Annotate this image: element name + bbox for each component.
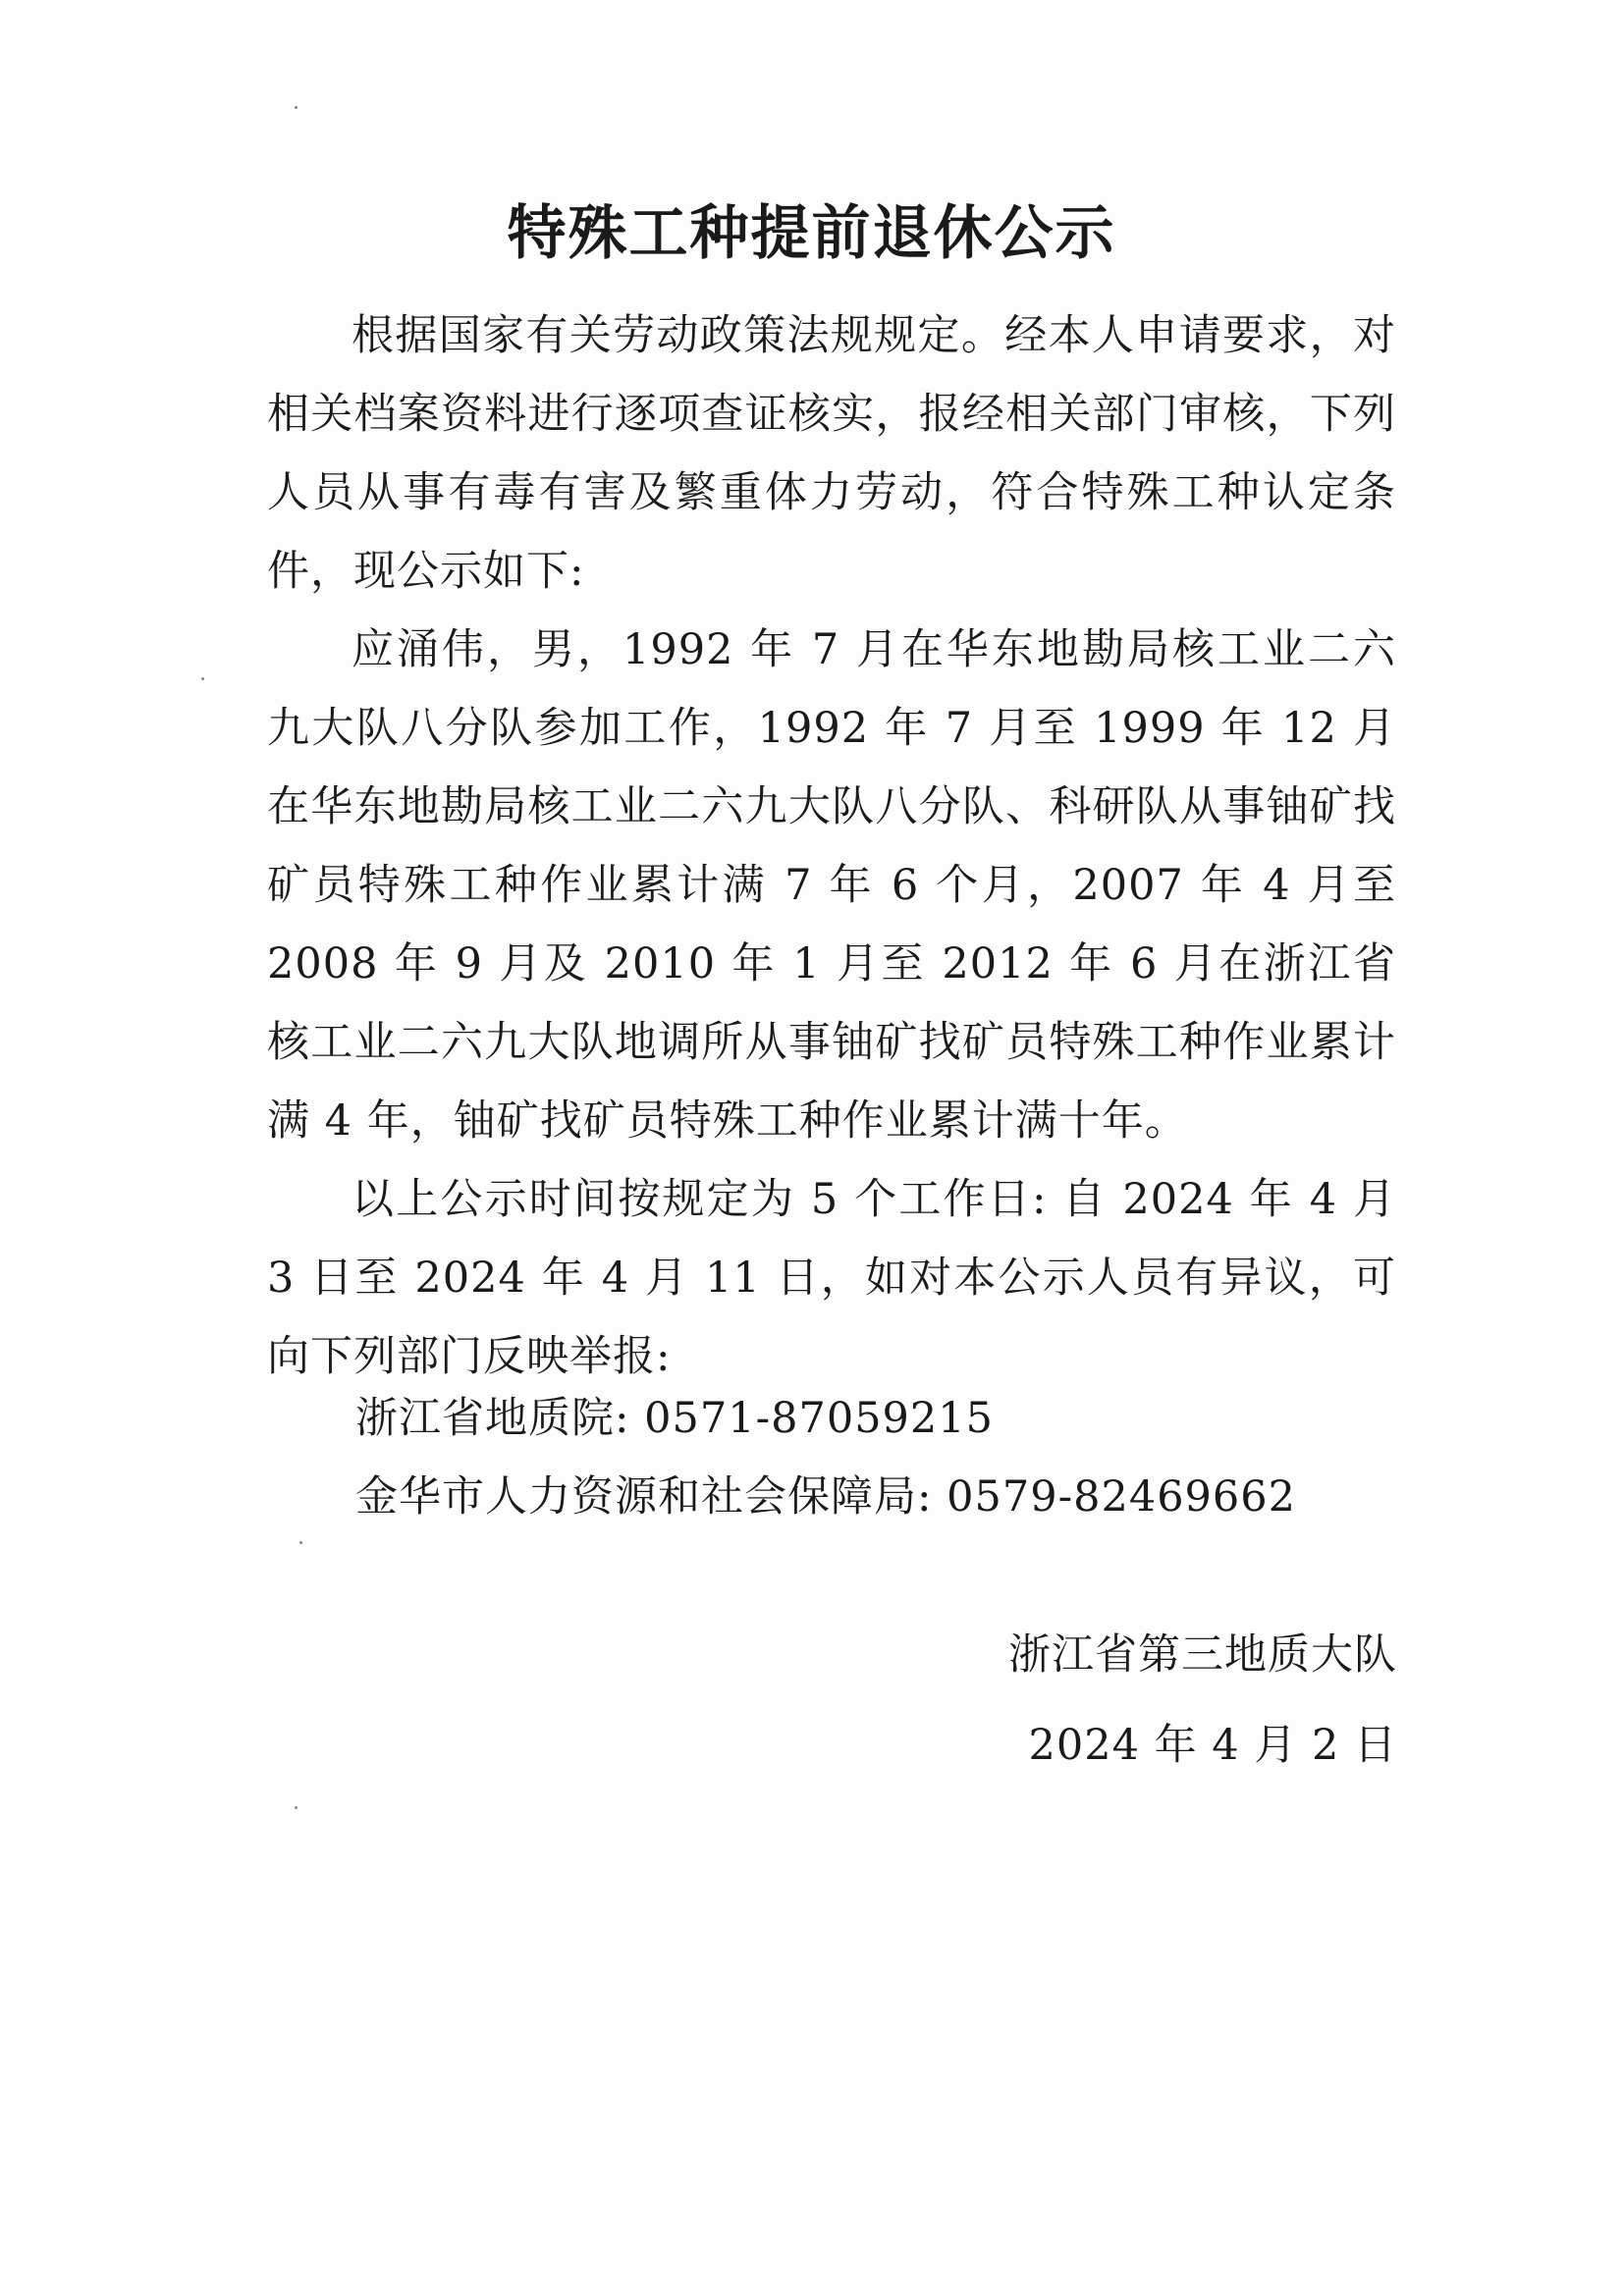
signature-date: 2024 年 4 月 2 日 (1028, 1721, 1397, 1770)
document-title: 特殊工种提前退休公示 (507, 199, 1116, 268)
document-body (267, 296, 1396, 1396)
contact-item-hr-bureau: 金华市人力资源和社会保障局: 0579-82469662 (355, 1472, 1296, 1522)
paragraph-intro: 根据国家有关劳动政策法规规定。经本人申请要求，对相关档案资料进行逐项查证核实，报经相关部门审核，下列人员从事有毒有害及繁重体力劳动，符合特殊工种认定条件，现公示如下: (267, 311, 1396, 596)
contact-item-geology-institute: 浙江省地质院: 0571-87059215 (355, 1394, 994, 1443)
paragraph-person-details: 应涌伟，男，1992 年 7 月在华东地勘局核工业二六九大队八分队参加工作，1992 年 7 月至 1999 年 12 月在华东地勘局核工业二六九大队八分队、科研队从事铀矿找矿员特殊工种作业累计满 7 年 6 个月，2007 年 4 月至 2008 年 9 月及 2010 年 1 月至 2012 年 6 月在浙江省核工业二六九大队地调所从事铀矿找矿员特殊工种作业累计满 4 年，铀矿找矿员特殊工种作业累计满十年。 (267, 625, 1396, 1146)
paragraph-notice-period: 以上公示时间按规定为 5 个工作日: 自 2024 年 4 月 3 日至 2024 年 4 月 11 日，如对本公示人员有异议，可向下列部门反映举报: (267, 1175, 1396, 1381)
scan-speck (201, 677, 204, 680)
scan-speck (295, 106, 298, 109)
scan-speck (299, 1541, 302, 1544)
signature-organization: 浙江省第三地质大队 (1008, 1630, 1397, 1680)
contact-list (355, 1379, 1296, 1536)
signature-block (1008, 1610, 1397, 1790)
scan-speck (295, 1806, 298, 1809)
